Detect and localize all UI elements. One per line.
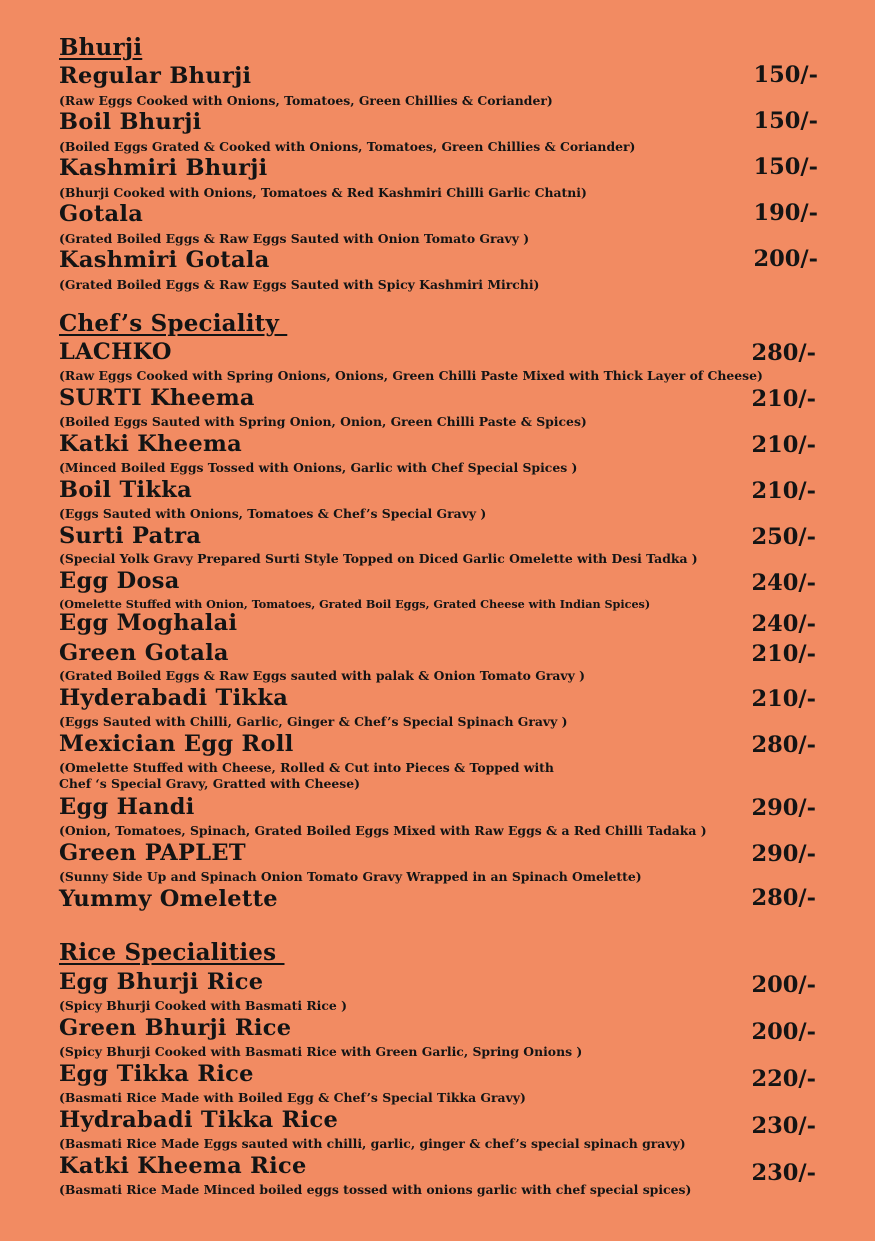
menu-item-price: 210/- [751, 641, 816, 667]
menu-item-name: Egg Dosa [59, 568, 180, 594]
menu-item-name: Green PAPLET [59, 840, 246, 866]
menu-item-price: 280/- [751, 340, 816, 366]
menu-item-description: (Omelette Stuffed with Onion, Tomatoes, Grated Boil Eggs, Grated Cheese with Indian Spices) [59, 597, 651, 611]
menu-item-description: (Grated Boiled Eggs & Raw Eggs sauted with palak & Onion Tomato Gravy ) [59, 668, 585, 683]
menu-item-name: Surti Patra [59, 523, 202, 549]
menu-item-description: (Raw Eggs Cooked with Spring Onions, Onions, Green Chilli Paste Mixed with Thick Layer of Cheese) [59, 368, 763, 383]
menu-item-name: Kashmiri Bhurji [59, 155, 268, 181]
menu-item-name: Katki Kheema [59, 431, 243, 457]
menu-item-description: (Sunny Side Up and Spinach Onion Tomato Gravy Wrapped in an Spinach Omelette) [59, 869, 642, 884]
section-title: Rice Specialities [59, 939, 285, 966]
menu-item-name: Egg Moghalai [59, 610, 238, 636]
menu-item-name: Boil Tikka [59, 477, 193, 503]
menu-item-price: 190/- [753, 200, 818, 226]
menu-item-name: Kashmiri Gotala [59, 247, 270, 273]
section-title: Bhurji [59, 34, 143, 61]
menu-item-price: 280/- [751, 885, 816, 911]
menu-item-description: (Raw Eggs Cooked with Onions, Tomatoes, Green Chillies & Coriander) [59, 93, 553, 108]
menu-item-description: (Onion, Tomatoes, Spinach, Grated Boiled Eggs Mixed with Raw Eggs & a Red Chilli Tadaka ) [59, 823, 707, 838]
menu-item-price: 290/- [751, 795, 816, 821]
menu-item-price: 200/- [753, 246, 818, 272]
menu-item-price: 200/- [751, 972, 816, 998]
menu-item-name: Katki Kheema Rice [59, 1153, 307, 1179]
menu-item-price: 240/- [751, 570, 816, 596]
menu-item-price: 150/- [753, 154, 818, 180]
menu-item-name: Mexician Egg Roll [59, 731, 294, 757]
menu-item-name: Green Gotala [59, 640, 229, 666]
menu-item-description: (Eggs Sauted with Chilli, Garlic, Ginger & Chef’s Special Spinach Gravy ) [59, 714, 568, 729]
menu-item-price: 150/- [753, 62, 818, 88]
menu-item-description: (Omelette Stuffed with Cheese, Rolled & Cut into Pieces & Topped with Chef ‘s Special Gravy, Gratted with Cheese) [59, 760, 554, 791]
menu-item-description: (Boiled Eggs Sauted with Spring Onion, Onion, Green Chilli Paste & Spices) [59, 414, 587, 429]
menu-item-description: (Basmati Rice Made with Boiled Egg & Chef’s Special Tikka Gravy) [59, 1090, 526, 1105]
menu-item-description: (Special Yolk Gravy Prepared Surti Style Topped on Diced Garlic Omelette with Desi Tadka ) [59, 551, 698, 566]
menu-item-price: 230/- [751, 1160, 816, 1186]
menu-item-description: (Eggs Sauted with Onions, Tomatoes & Chef’s Special Gravy ) [59, 506, 487, 521]
menu-item-price: 290/- [751, 841, 816, 867]
menu-item-name: Green Bhurji Rice [59, 1015, 292, 1041]
menu-item-price: 240/- [751, 611, 816, 637]
menu-item-name: Egg Bhurji Rice [59, 969, 264, 995]
menu-item-price: 220/- [751, 1066, 816, 1092]
menu-item-price: 210/- [751, 386, 816, 412]
section-title: Chef’s Speciality [59, 310, 288, 337]
menu-item-name: Egg Tikka Rice [59, 1061, 254, 1087]
menu-item-price: 210/- [751, 432, 816, 458]
menu-item-name: LACHKO [59, 339, 172, 365]
menu-item-description: (Basmati Rice Made Eggs sauted with chilli, garlic, ginger & chef’s special spinach gravy) [59, 1136, 686, 1151]
menu-item-description: (Minced Boiled Eggs Tossed with Onions, Garlic with Chef Special Spices ) [59, 460, 578, 475]
menu-item-price: 230/- [751, 1113, 816, 1139]
menu-item-price: 210/- [751, 478, 816, 504]
menu-item-name: Yummy Omelette [59, 886, 278, 912]
menu-item-name: Regular Bhurji [59, 63, 252, 89]
menu-item-name: Boil Bhurji [59, 109, 202, 135]
menu-item-description: (Spicy Bhurji Cooked with Basmati Rice with Green Garlic, Spring Onions ) [59, 1044, 583, 1059]
menu-item-price: 150/- [753, 108, 818, 134]
menu-item-price: 250/- [751, 524, 816, 550]
menu-item-name: Gotala [59, 201, 144, 227]
menu-item-description: (Grated Boiled Eggs & Raw Eggs Sauted with Onion Tomato Gravy ) [59, 231, 530, 246]
menu-item-description: (Spicy Bhurji Cooked with Basmati Rice ) [59, 998, 347, 1013]
menu-item-price: 280/- [751, 732, 816, 758]
menu-item-description: (Basmati Rice Made Minced boiled eggs tossed with onions garlic with chef special spices) [59, 1182, 692, 1197]
menu-item-name: Egg Handi [59, 794, 195, 820]
menu-item-description: (Bhurji Cooked with Onions, Tomatoes & Red Kashmiri Chilli Garlic Chatni) [59, 185, 587, 200]
menu-item-name: SURTI Kheema [59, 385, 255, 411]
menu-item-description: (Grated Boiled Eggs & Raw Eggs Sauted with Spicy Kashmiri Mirchi) [59, 277, 540, 292]
menu-item-name: Hydrabadi Tikka Rice [59, 1107, 339, 1133]
menu-item-description: (Boiled Eggs Grated & Cooked with Onions, Tomatoes, Green Chillies & Coriander) [59, 139, 636, 154]
menu-item-price: 200/- [751, 1019, 816, 1045]
menu-item-price: 210/- [751, 686, 816, 712]
menu-item-name: Hyderabadi Tikka [59, 685, 289, 711]
